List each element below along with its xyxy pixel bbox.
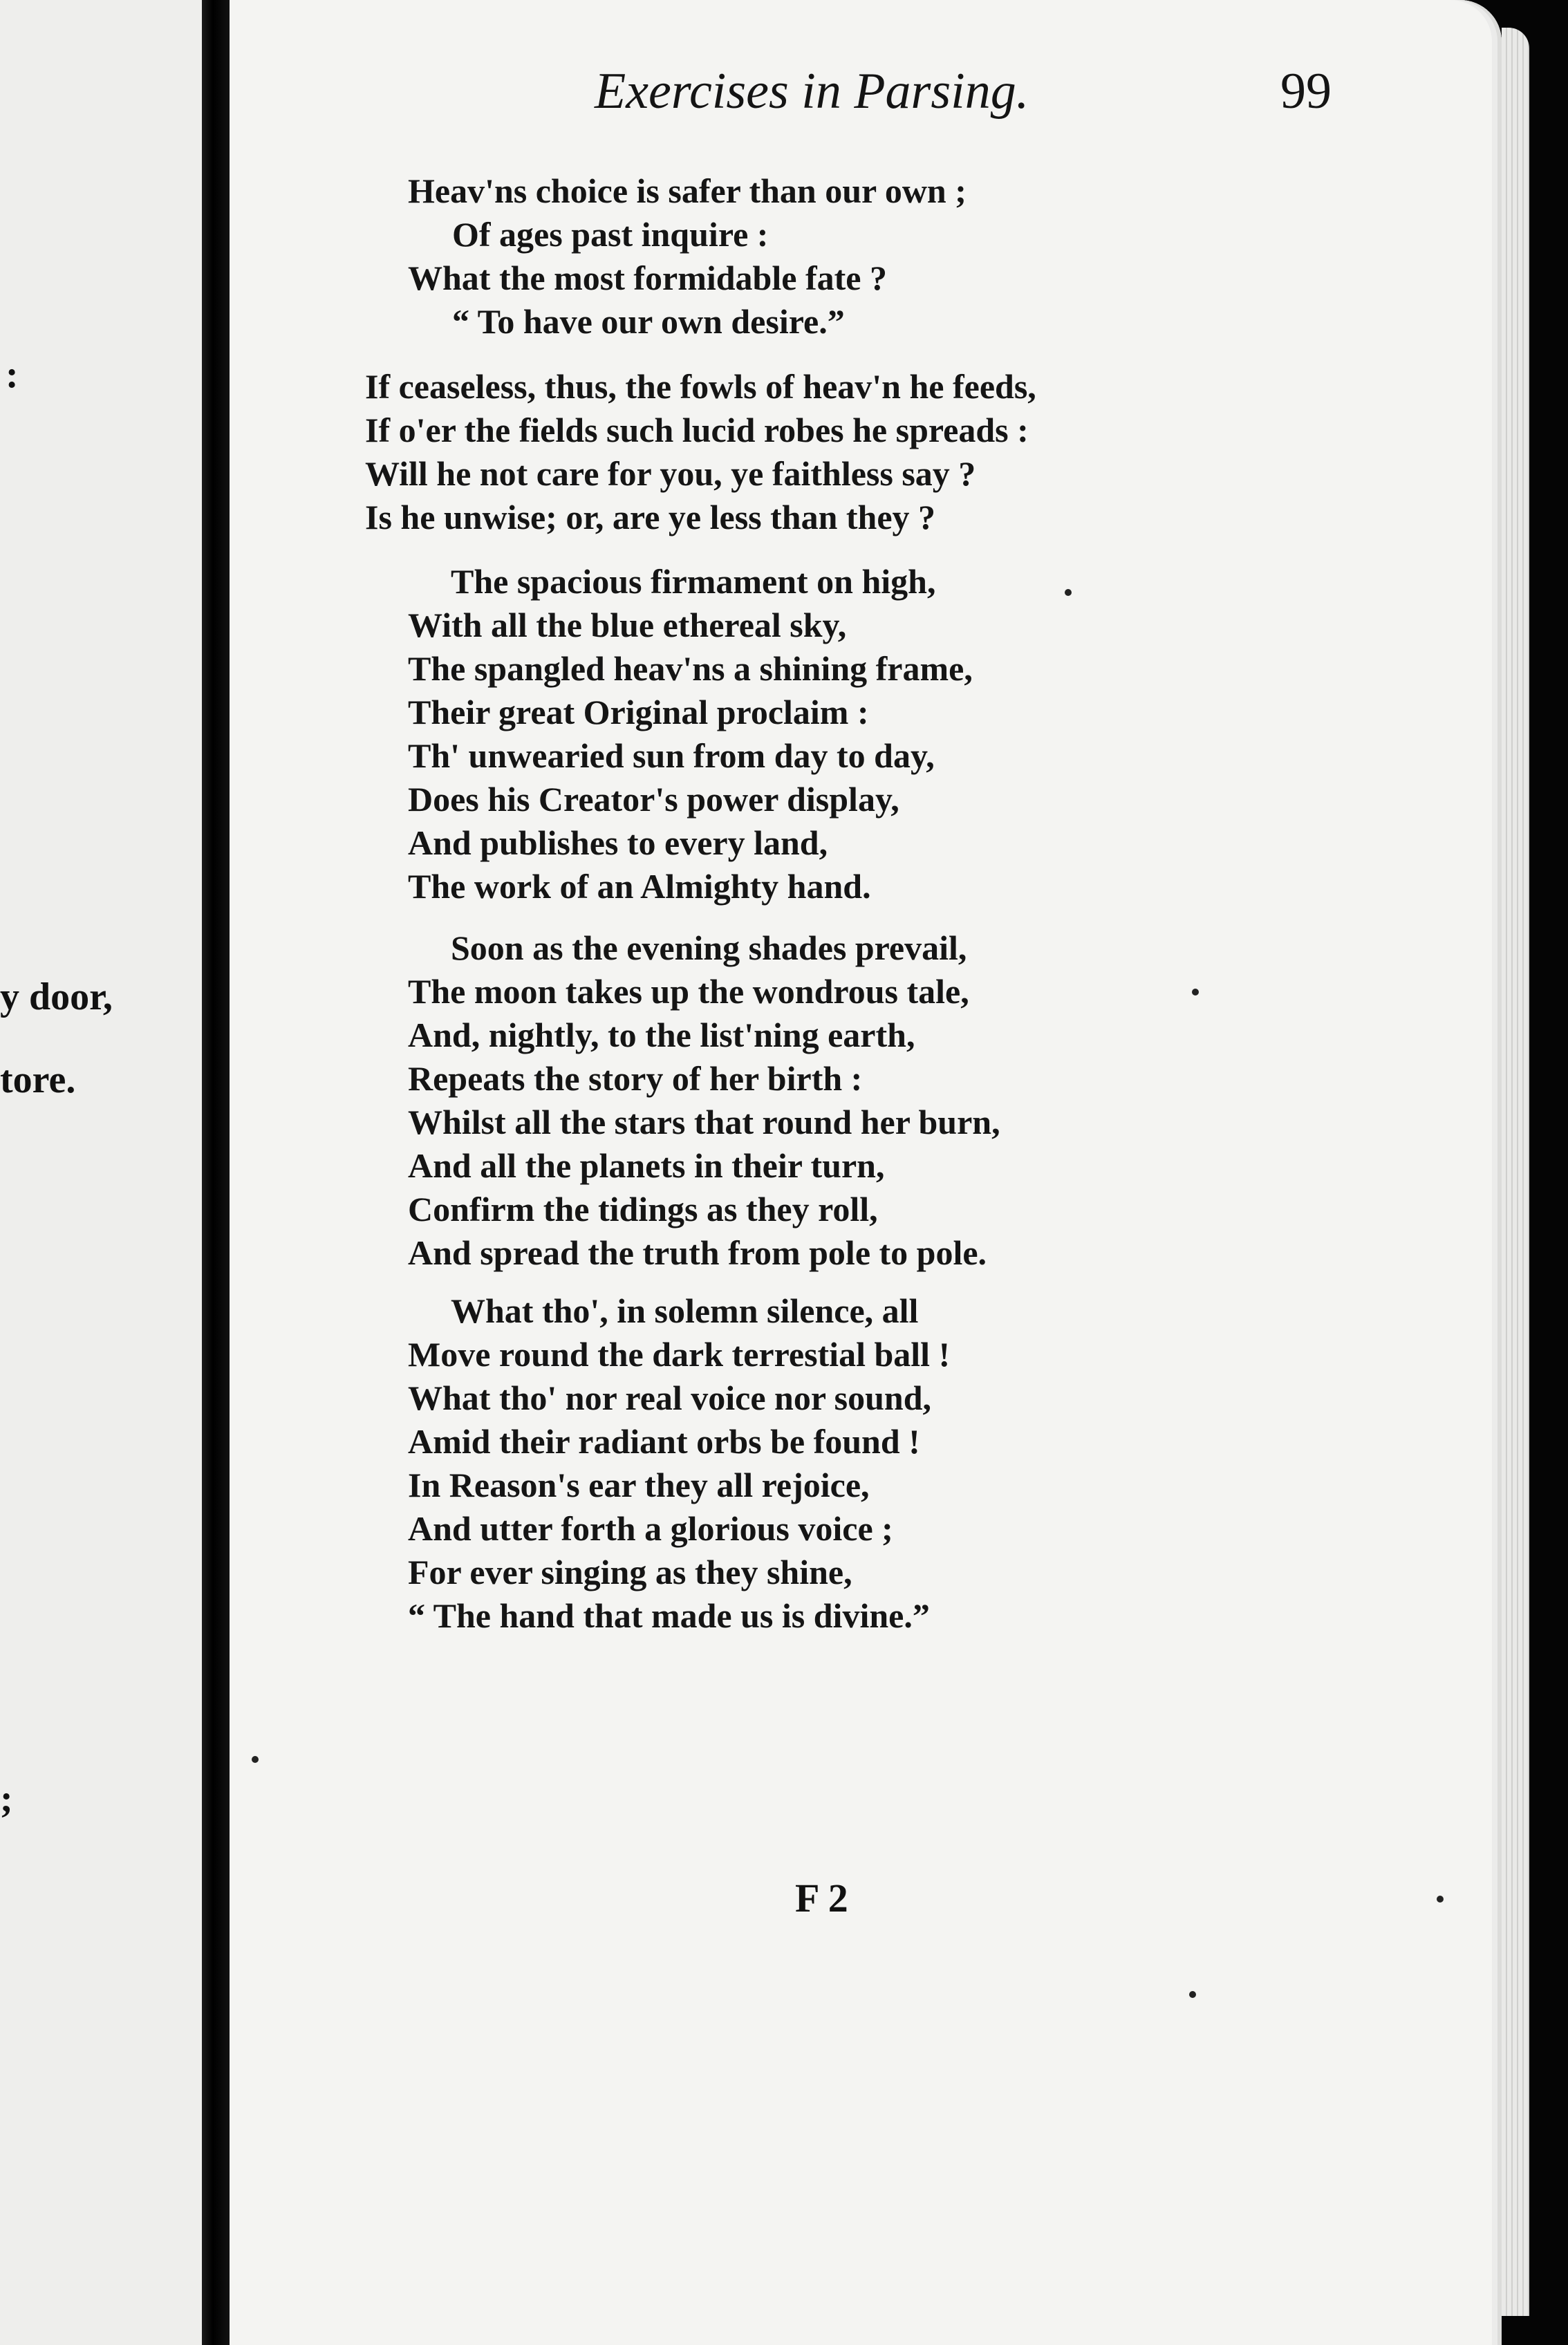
scan-speck bbox=[1189, 1991, 1196, 1998]
scan-speck bbox=[1065, 589, 1072, 596]
page-header bbox=[230, 62, 1502, 124]
poem-line: In Reason's ear they all rejoice, bbox=[408, 1466, 870, 1504]
poem-line: And publishes to every land, bbox=[408, 823, 828, 862]
poem-line: If ceaseless, thus, the fowls of heav'n he feeds, bbox=[365, 367, 1036, 406]
left-page-fragment: ; bbox=[0, 1777, 13, 1820]
signature-mark: F 2 bbox=[795, 1876, 848, 1921]
poem-line: Whilst all the stars that round her burn, bbox=[408, 1103, 1000, 1141]
scan-speck bbox=[1437, 1896, 1444, 1903]
stanza bbox=[230, 926, 1000, 1275]
poem-line: Repeats the story of her birth : bbox=[408, 1059, 863, 1098]
previous-page-sliver bbox=[0, 0, 202, 2345]
poem-line: If o'er the fields such lucid robes he spreads : bbox=[365, 411, 1029, 449]
poem-line: Heav'ns choice is safer than our own ; bbox=[408, 171, 967, 210]
poem-line: Will he not care for you, ye faithless say ? bbox=[365, 454, 976, 493]
poem-line: “ To have our own desire.” bbox=[452, 302, 845, 341]
poem-line: Does his Creator's power display, bbox=[408, 780, 899, 819]
poem-line: Of ages past inquire : bbox=[452, 215, 769, 254]
poem-line: What tho', in solemn silence, all bbox=[451, 1291, 919, 1330]
scan-speck bbox=[1192, 989, 1199, 996]
left-page-fragment: y door, bbox=[0, 975, 113, 1018]
running-title: Exercises in Parsing. bbox=[595, 63, 1029, 120]
poem-line: With all the blue ethereal sky, bbox=[408, 606, 847, 644]
left-page-fragment: tore. bbox=[0, 1058, 76, 1101]
poem-line: Move round the dark terrestial ball ! bbox=[408, 1335, 951, 1374]
poem-line: Is he unwise; or, are ye less than they ? bbox=[365, 498, 936, 536]
page-number: 99 bbox=[1280, 63, 1332, 120]
poem-line: The spacious firmament on high, bbox=[451, 562, 936, 601]
poem-line: Soon as the evening shades prevail, bbox=[451, 928, 967, 967]
stanza bbox=[230, 365, 1036, 539]
book-page bbox=[230, 0, 1502, 2345]
poem-line: And utter forth a glorious voice ; bbox=[408, 1509, 893, 1548]
page-stack-edge bbox=[1502, 28, 1529, 2316]
poem-line: The spangled heav'ns a shining frame, bbox=[408, 649, 973, 688]
stanza bbox=[230, 169, 967, 344]
stanza bbox=[230, 1289, 950, 1638]
poem-line: Confirm the tidings as they roll, bbox=[408, 1190, 878, 1228]
poem-line: The work of an Almighty hand. bbox=[408, 867, 871, 906]
poem-line: Th' unwearied sun from day to day, bbox=[408, 736, 935, 775]
book-gutter bbox=[202, 0, 230, 2345]
poem-line: And, nightly, to the list'ning earth, bbox=[408, 1016, 915, 1054]
poem-line: What tho' nor real voice nor sound, bbox=[408, 1379, 932, 1417]
poem-line: For ever singing as they shine, bbox=[408, 1553, 852, 1591]
poem-line: And all the planets in their turn, bbox=[408, 1146, 885, 1185]
poem-line: “ The hand that made us is divine.” bbox=[408, 1596, 930, 1635]
poem-line: What the most formidable fate ? bbox=[408, 259, 887, 297]
left-page-fragment: : bbox=[6, 353, 19, 396]
poem-line: The moon takes up the wondrous tale, bbox=[408, 972, 969, 1011]
stanza bbox=[230, 560, 973, 908]
poem-line: Amid their radiant orbs be found ! bbox=[408, 1422, 920, 1461]
poem-line: Their great Original proclaim : bbox=[408, 693, 869, 731]
scan-speck bbox=[252, 1756, 259, 1763]
poem-line: And spread the truth from pole to pole. bbox=[408, 1233, 987, 1272]
